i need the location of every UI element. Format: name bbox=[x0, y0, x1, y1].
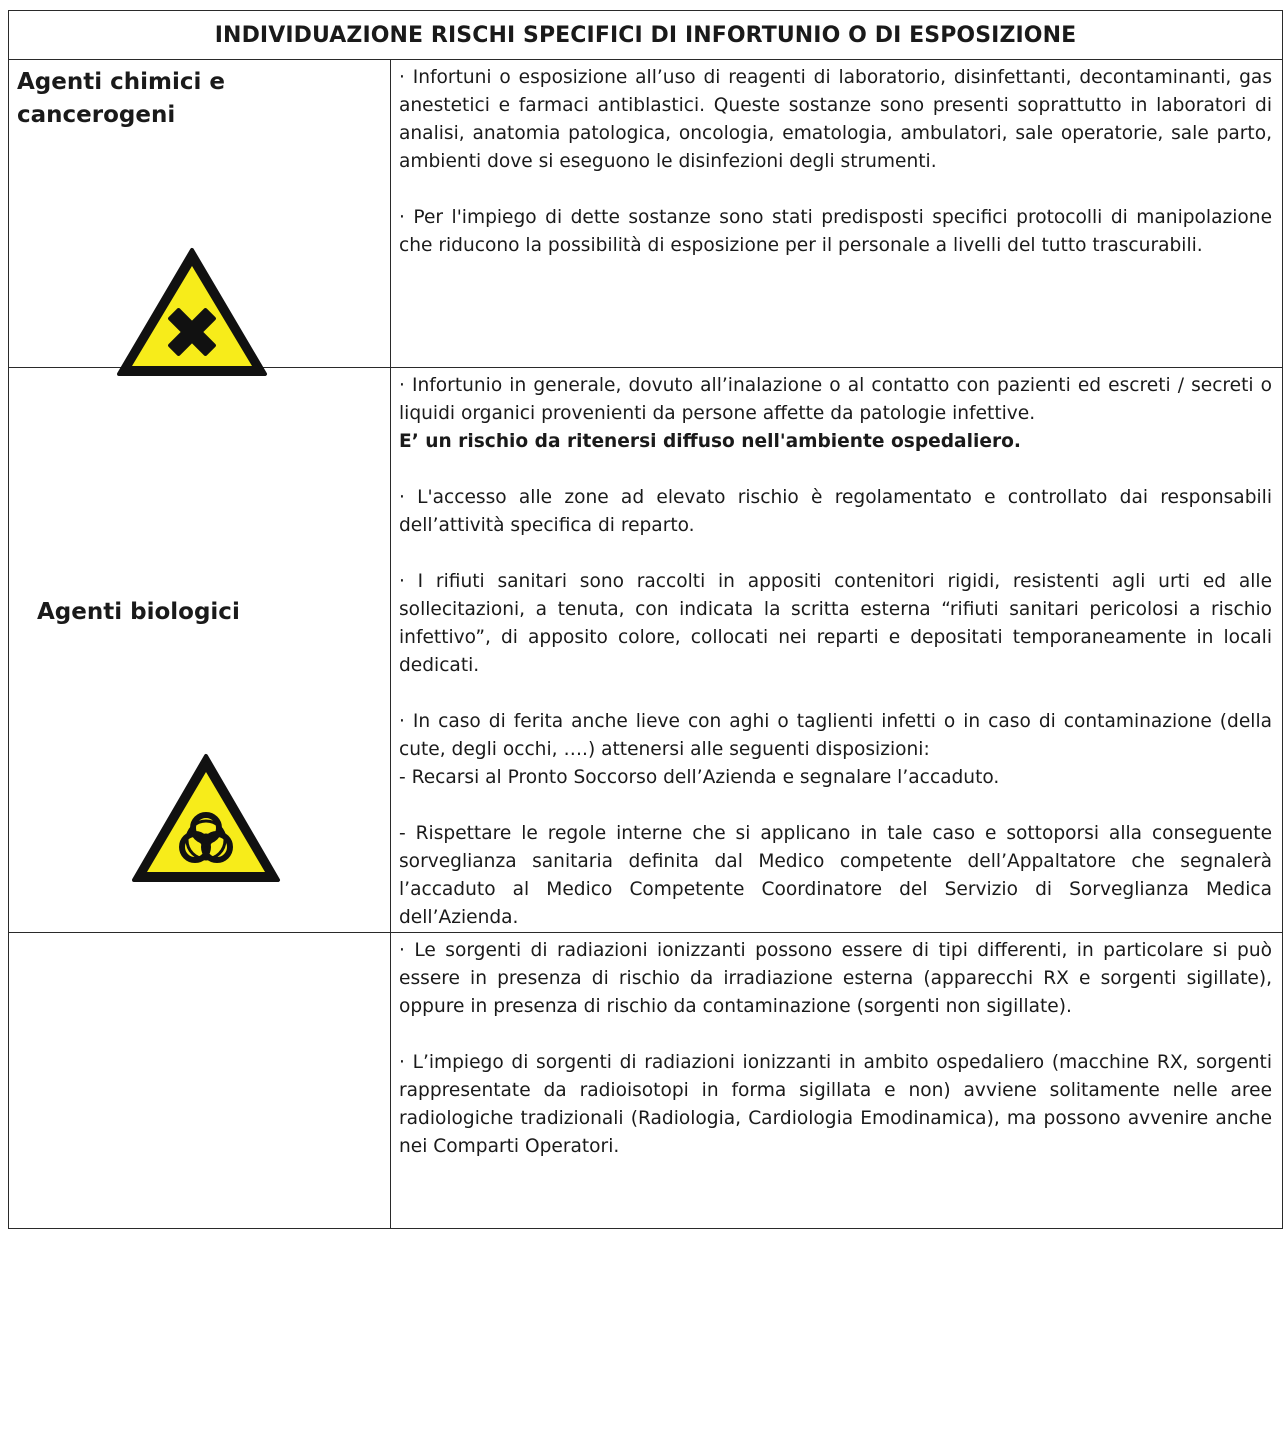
table-header-row bbox=[9, 11, 1283, 60]
category-cell-chemical bbox=[9, 60, 391, 368]
paragraph: · I rifiuti sanitari sono raccolti in appositi contenitori rigidi, resistenti agli urti ed alle sollecitazioni, a tenuta, con indicata la scritta esterna “rifiuti sanitari pericolosi a rischio infettivo”, di apposito colore, collocati nei reparti e depositati temporaneamente in locali dedicati. bbox=[399, 571, 1273, 676]
category-title-line2: cancerogeni bbox=[17, 102, 176, 128]
table-row bbox=[9, 368, 1283, 933]
description-cell-chemical bbox=[391, 60, 1283, 368]
description-cell-biological bbox=[391, 368, 1283, 933]
paragraph: - Rispettare le regole interne che si applicano in tale caso e sottoporsi alla conseguente sorveglianza sanitaria definita dal Medico competente dell’Appaltatore che segnalerà l’accaduto al Medico Competente Coordinatore del Servizio di Sorveglianza Medica dell’Azienda. bbox=[399, 823, 1273, 928]
table-row bbox=[9, 933, 1283, 1229]
biohazard-warning-icon bbox=[130, 752, 282, 884]
paragraph: · Infortunio in generale, dovuto all’inalazione o al contatto con pazienti ed escreti / secreti o liquidi organici provenienti da persone affette da patologie infettive. bbox=[399, 375, 1273, 424]
paragraph: · Infortuni o esposizione all’uso di reagenti di laboratorio, disinfettanti, decontaminanti, gas anestetici e farmaci antiblastici. Queste sostanze sono presenti soprattutto in laboratori di analisi, anatomia patologica, oncologia, ematologia, ambulatori, sale operatorie, sale parto, ambienti dove si eseguono le disinfezioni degli strumenti. bbox=[399, 67, 1273, 172]
table-row bbox=[9, 60, 1283, 368]
paragraph: - Recarsi al Pronto Soccorso dell’Azienda e segnalare l’accaduto. bbox=[399, 767, 1000, 788]
paragraph: · L'accesso alle zone ad elevato rischio è regolamentato e controllato dai responsabili dell’attività specifica di reparto. bbox=[399, 487, 1273, 536]
table-title: INDIVIDUAZIONE RISCHI SPECIFICI DI INFORTUNIO O DI ESPOSIZIONE bbox=[9, 11, 1283, 60]
risk-table bbox=[8, 10, 1283, 1229]
category-cell-biological bbox=[9, 368, 391, 933]
paragraph: · In caso di ferita anche lieve con aghi o taglienti infetti o in caso di contaminazione (della cute, degli occhi, ….) attenersi alle seguenti disposizioni: bbox=[399, 711, 1273, 760]
paragraph: · Le sorgenti di radiazioni ionizzanti possono essere di tipi differenti, in particolare si può essere in presenza di rischio da irradiazione esterna (apparecchi RX e sorgenti sigillate), oppure in presenza di rischio da contaminazione (sorgenti non sigillate). bbox=[399, 940, 1273, 1017]
paragraph: · L’impiego di sorgenti di radiazioni ionizzanti in ambito ospedaliero (macchine RX, sorgenti rappresentate da radioisotopi in forma sigillata e non) avviene solitamente nelle aree radiologiche tradizionali (Radiologia, Cardiologia Emodinamica), ma possono avvenire anche nei Comparti Operatori. bbox=[399, 1052, 1273, 1157]
paragraph-bold: E’ un rischio da ritenersi diffuso nell'ambiente ospedaliero. bbox=[399, 431, 1021, 452]
category-title-line1: Agenti chimici e bbox=[17, 69, 225, 95]
category-title: Agenti biologici bbox=[37, 599, 240, 625]
paragraph: · Per l'impiego di dette sostanze sono stati predisposti specifici protocolli di manipolazione che riducono la possibilità di esposizione per il personale a livelli del tutto trascurabili. bbox=[399, 207, 1273, 256]
description-cell-radiation bbox=[391, 933, 1283, 1229]
category-cell-radiation bbox=[9, 933, 391, 1229]
harmful-irritant-warning-icon bbox=[115, 246, 269, 378]
